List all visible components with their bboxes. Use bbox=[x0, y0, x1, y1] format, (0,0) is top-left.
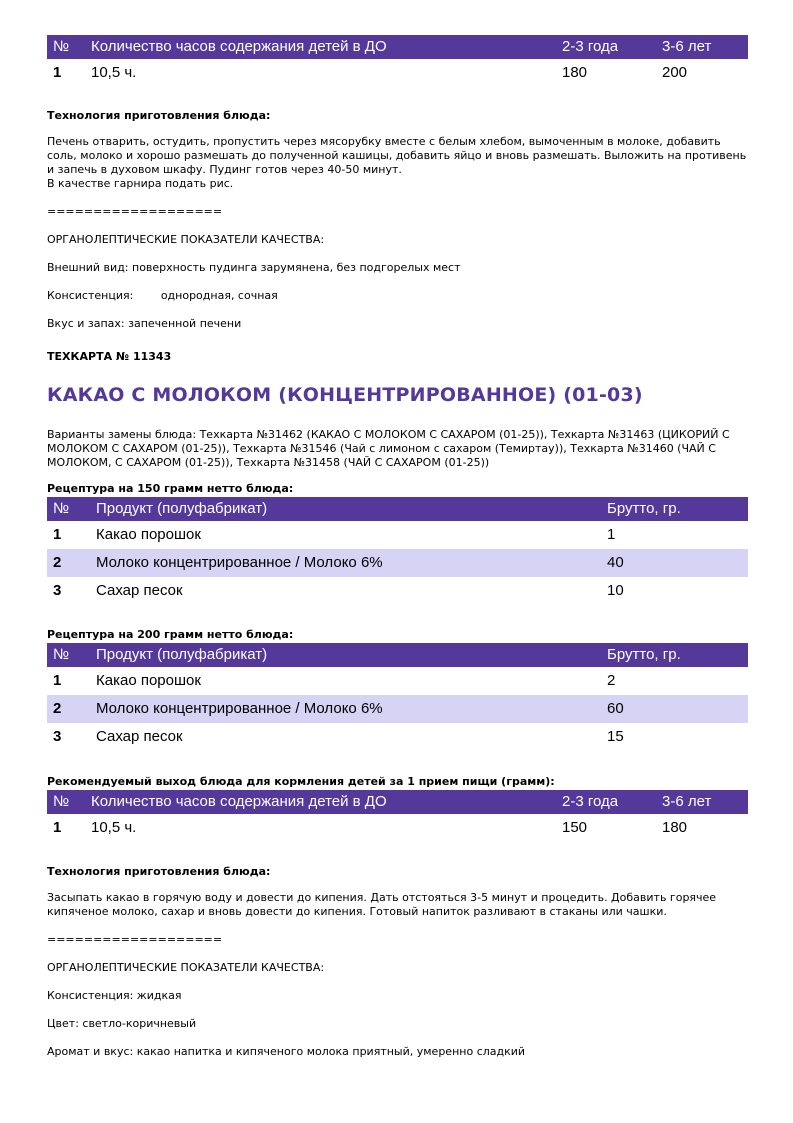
tech-text-1: Печень отварить, остудить, пропустить через мясорубку вместе с белым хлебом, вымоченным в молоке, добавить соль, молоко и хорошо размешать до полученной кашицы, добавить яйцо и вновь размешать. Выложить на противень и запечь в духовом шкафу. Пудинг готов через 40-50 минут. bbox=[47, 135, 747, 176]
substitutes-text: Варианты замены блюда: Техкарта №31462 (КАКАО С МОЛОКОМ С САХАРОМ (01-25)), Техкарта №31463 (ЦИКОРИЙ С МОЛОКОМ С САХАРОМ (01-25)), Техкарта №31546 (Чай с лимоном с сахаром (Темиртау)), Техкарта №31460 (ЧАЙ С МОЛОКОМ, С САХАРОМ (01-25)), Техкарта №31458 (ЧАЙ С САХАРОМ (01-25)) bbox=[47, 428, 730, 469]
cell-gross: 1 bbox=[607, 526, 616, 543]
cell-hours: 10,5 ч. bbox=[91, 819, 137, 836]
table-row bbox=[47, 695, 748, 723]
cell-gross: 60 bbox=[601, 695, 748, 723]
cell-number: 1 bbox=[53, 819, 62, 836]
tech-heading-1: Технология приготовления блюда: bbox=[47, 109, 271, 122]
techcard-number: ТЕХКАРТА № 11343 bbox=[47, 350, 172, 363]
cell-number: 2 bbox=[47, 695, 90, 723]
recipe-200-table bbox=[47, 643, 748, 751]
organoleptic-heading-2: ОРГАНОЛЕПТИЧЕСКИЕ ПОКАЗАТЕЛИ КАЧЕСТВА: bbox=[47, 961, 325, 974]
header-number: № bbox=[47, 497, 90, 521]
cell-number: 1 bbox=[53, 64, 62, 81]
cell-gross: 40 bbox=[601, 549, 748, 577]
output-table-previous bbox=[47, 35, 748, 87]
separator-2: =================== bbox=[47, 933, 223, 946]
output-table bbox=[47, 790, 748, 842]
header-hours: Количество часов содержания детей в ДО bbox=[85, 790, 556, 814]
header-age-2-3: 2-3 года bbox=[556, 790, 656, 814]
organoleptic-heading-1: ОРГАНОЛЕПТИЧЕСКИЕ ПОКАЗАТЕЛИ КАЧЕСТВА: bbox=[47, 233, 325, 246]
appearance-text: Внешний вид: поверхность пудинга зарумянена, без подгорелых мест bbox=[47, 261, 461, 274]
table-row bbox=[47, 59, 748, 87]
cell-number: 3 bbox=[53, 582, 62, 599]
table-row bbox=[47, 814, 748, 842]
tech-heading-2: Технология приготовления блюда: bbox=[47, 865, 271, 878]
header-age-3-6: 3-6 лет bbox=[656, 790, 748, 814]
header-product: Продукт (полуфабрикат) bbox=[90, 643, 601, 667]
recipe-150-heading: Рецептура на 150 грамм нетто блюда: bbox=[47, 482, 294, 495]
table-header-row bbox=[47, 643, 748, 667]
separator-1: =================== bbox=[47, 205, 223, 218]
cell-product: Какао порошок bbox=[96, 526, 201, 543]
cell-age-3-6: 180 bbox=[662, 819, 688, 836]
color-text: Цвет: светло-коричневый bbox=[47, 1017, 197, 1030]
taste-text: Вкус и запах: запеченной печени bbox=[47, 317, 242, 330]
table-row bbox=[47, 549, 748, 577]
table-row bbox=[47, 577, 748, 605]
cell-age-2-3: 150 bbox=[562, 819, 588, 836]
cell-number: 1 bbox=[53, 526, 62, 543]
header-product: Продукт (полуфабрикат) bbox=[90, 497, 601, 521]
garnish-text: В качестве гарнира подать рис. bbox=[47, 177, 234, 190]
consistency-label: Консистенция: bbox=[47, 289, 134, 302]
tech-text-2: Засыпать какао в горячую воду и довести до кипения. Дать отстояться 3-5 минут и процедить. Добавить горячее кипяченое молоко, сахар и вновь довести до кипения. Готовый напиток разливают в стаканы или чашки. bbox=[47, 891, 717, 918]
cell-age-3-6: 200 bbox=[662, 64, 688, 81]
header-gross: Брутто, гр. bbox=[601, 497, 748, 521]
cell-number: 1 bbox=[53, 672, 62, 689]
cell-gross: 10 bbox=[607, 582, 624, 599]
table-header-row bbox=[47, 497, 748, 521]
cell-age-2-3: 180 bbox=[562, 64, 588, 81]
recipe-150-table bbox=[47, 497, 748, 605]
header-number: № bbox=[47, 35, 85, 59]
cell-number: 3 bbox=[53, 728, 62, 745]
table-header-row bbox=[47, 790, 748, 814]
cell-gross: 15 bbox=[607, 728, 624, 745]
cell-product: Молоко концентрированное / Молоко 6% bbox=[90, 695, 601, 723]
header-number: № bbox=[47, 790, 85, 814]
cell-product: Молоко концентрированное / Молоко 6% bbox=[90, 549, 601, 577]
table-row bbox=[47, 723, 748, 751]
recipe-200-heading: Рецептура на 200 грамм нетто блюда: bbox=[47, 628, 294, 641]
header-number: № bbox=[47, 643, 90, 667]
table-row bbox=[47, 521, 748, 549]
consistency-text-2: Консистенция: жидкая bbox=[47, 989, 182, 1002]
consistency-value: однородная, сочная bbox=[160, 289, 278, 302]
header-hours: Количество часов содержания детей в ДО bbox=[85, 35, 556, 59]
consistency-row-1 bbox=[47, 289, 747, 303]
cell-product: Сахар песок bbox=[96, 582, 183, 599]
header-age-3-6: 3-6 лет bbox=[656, 35, 748, 59]
output-heading: Рекомендуемый выход блюда для кормления детей за 1 прием пищи (грамм): bbox=[47, 775, 555, 788]
dish-title: КАКАО С МОЛОКОМ (КОНЦЕНТРИРОВАННОЕ) (01-03) bbox=[47, 384, 643, 406]
table-header-row bbox=[47, 35, 748, 59]
table-row bbox=[47, 667, 748, 695]
cell-gross: 2 bbox=[607, 672, 616, 689]
cell-product: Сахар песок bbox=[96, 728, 183, 745]
cell-hours: 10,5 ч. bbox=[91, 64, 137, 81]
header-gross: Брутто, гр. bbox=[601, 643, 748, 667]
aroma-text: Аромат и вкус: какао напитка и кипяченого молока приятный, умеренно сладкий bbox=[47, 1045, 526, 1058]
cell-number: 2 bbox=[47, 549, 90, 577]
header-age-2-3: 2-3 года bbox=[556, 35, 656, 59]
cell-product: Какао порошок bbox=[96, 672, 201, 689]
